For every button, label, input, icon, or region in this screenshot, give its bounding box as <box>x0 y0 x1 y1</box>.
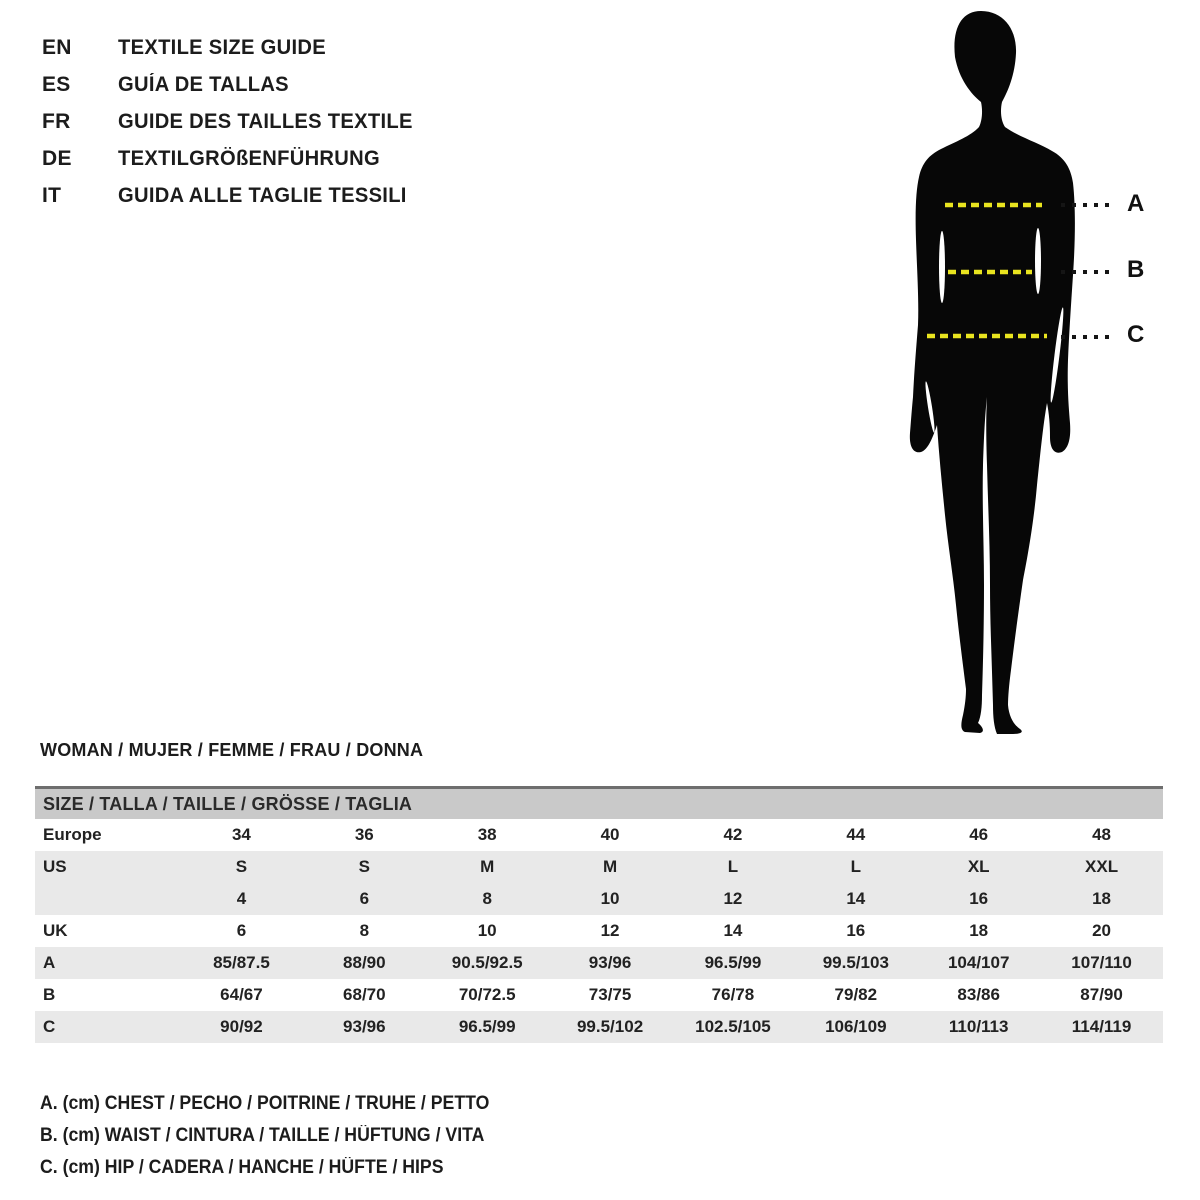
table-row <box>35 819 1163 851</box>
size-cell: 99.5/102 <box>549 1011 672 1043</box>
size-cell: 68/70 <box>343 985 386 1004</box>
row-label: Europe <box>43 825 102 844</box>
size-cell: 70/72.5 <box>458 985 516 1004</box>
language-title-list <box>42 29 425 214</box>
size-cell: 38 <box>477 825 497 844</box>
table-row <box>35 1011 1163 1043</box>
size-cell: 4 <box>180 883 303 915</box>
size-cell: 87/90 <box>1080 985 1123 1004</box>
language-title: GUÍA DE TALLAS <box>118 72 289 96</box>
section-title: WOMAN / MUJER / FEMME / FRAU / DONNA <box>40 740 424 760</box>
legend-line: B. (cm) WAIST / CINTURA / TAILLE / HÜFTUNG / VITA <box>40 1125 485 1146</box>
size-table-header: SIZE / TALLA / TAILLE / GRÖSSE / TAGLIA <box>35 786 1163 819</box>
size-cell: 34 <box>231 825 251 844</box>
size-cell: 18 <box>969 921 989 940</box>
table-row <box>35 883 1163 915</box>
size-cell: S <box>180 851 303 883</box>
language-code: FR <box>42 109 71 133</box>
size-cell: M <box>426 851 549 883</box>
size-cell: 114/119 <box>1040 1011 1163 1043</box>
row-label <box>35 883 180 915</box>
size-cell: 18 <box>1040 883 1163 915</box>
size-cell: L <box>672 851 795 883</box>
size-cell: 6 <box>236 921 247 940</box>
row-label: B <box>43 985 56 1004</box>
size-cell: 83/86 <box>957 985 1000 1004</box>
size-cell: 40 <box>600 825 620 844</box>
size-cell: 14 <box>723 921 743 940</box>
size-table-body <box>35 819 1163 1043</box>
size-cell: 12 <box>600 921 620 940</box>
row-label: US <box>35 851 180 883</box>
language-code: DE <box>42 146 72 170</box>
size-cell: 102.5/105 <box>672 1011 795 1043</box>
size-cell: 96.5/99 <box>672 947 795 979</box>
size-cell: M <box>549 851 672 883</box>
size-cell: 76/78 <box>711 985 755 1004</box>
size-cell: 16 <box>917 883 1040 915</box>
size-cell: 104/107 <box>917 947 1040 979</box>
language-title: TEXTILGRÖßENFÜHRUNG <box>118 146 380 170</box>
size-cell: 8 <box>426 883 549 915</box>
legend-line: A. (cm) CHEST / PECHO / POITRINE / TRUHE / PETTO <box>40 1093 490 1114</box>
language-code: ES <box>42 72 71 96</box>
size-cell: L <box>794 851 917 883</box>
size-cell: XL <box>917 851 1040 883</box>
size-cell: 96.5/99 <box>426 1011 549 1043</box>
measurement-legend <box>40 1088 523 1184</box>
language-title: GUIDA ALLE TAGLIE TESSILI <box>118 183 407 207</box>
size-cell: 42 <box>723 825 743 844</box>
language-title: GUIDE DES TAILLES TEXTILE <box>118 109 413 133</box>
marker-c-label: C <box>1127 321 1145 348</box>
size-cell: 64/67 <box>220 985 263 1004</box>
size-cell: 12 <box>672 883 795 915</box>
size-cell: 93/96 <box>303 1011 426 1043</box>
woman-silhouette <box>895 5 1095 735</box>
size-cell: 85/87.5 <box>180 947 303 979</box>
size-cell: 48 <box>1092 825 1112 844</box>
table-row <box>35 851 1163 883</box>
language-title: TEXTILE SIZE GUIDE <box>118 35 326 59</box>
size-cell: 107/110 <box>1040 947 1163 979</box>
size-cell: 8 <box>359 921 370 940</box>
size-cell: 99.5/103 <box>794 947 917 979</box>
left-armpit-gap <box>939 231 945 303</box>
waist-leader-line <box>1061 270 1113 274</box>
size-cell: 90.5/92.5 <box>426 947 549 979</box>
size-cell: XXL <box>1040 851 1163 883</box>
table-row <box>35 915 1163 947</box>
size-cell: 36 <box>354 825 374 844</box>
right-armpit-gap <box>1035 228 1041 294</box>
size-cell: 10 <box>549 883 672 915</box>
size-cell: 16 <box>846 921 866 940</box>
language-row <box>42 29 425 66</box>
size-cell: 73/75 <box>588 985 632 1004</box>
silhouette-body <box>910 11 1075 734</box>
language-row <box>42 103 425 140</box>
language-row <box>42 177 425 214</box>
size-cell: S <box>303 851 426 883</box>
size-cell: 14 <box>794 883 917 915</box>
size-cell: 46 <box>969 825 989 844</box>
language-row <box>42 66 425 103</box>
row-label: C <box>35 1011 180 1043</box>
size-cell: 106/109 <box>794 1011 917 1043</box>
marker-b-label: B <box>1127 256 1145 283</box>
size-table <box>35 786 1163 1043</box>
size-cell: 44 <box>846 825 866 844</box>
size-cell: 110/113 <box>917 1011 1040 1043</box>
size-cell: 6 <box>303 883 426 915</box>
legend-line: C. (cm) HIP / CADERA / HANCHE / HÜFTE / HIPS <box>40 1157 444 1178</box>
language-code: EN <box>42 35 72 59</box>
hip-leader-line <box>1061 335 1113 339</box>
language-row <box>42 140 425 177</box>
size-cell: 88/90 <box>303 947 426 979</box>
row-label: A <box>35 947 180 979</box>
size-cell: 93/96 <box>549 947 672 979</box>
row-label: UK <box>43 921 68 940</box>
size-cell: 10 <box>477 921 497 940</box>
language-code: IT <box>42 183 62 207</box>
chest-leader-line <box>1061 203 1113 207</box>
table-row <box>35 979 1163 1011</box>
marker-a-label: A <box>1127 190 1145 217</box>
size-cell: 90/92 <box>180 1011 303 1043</box>
table-row <box>35 947 1163 979</box>
size-cell: 79/82 <box>834 985 878 1004</box>
size-cell: 20 <box>1092 921 1112 940</box>
